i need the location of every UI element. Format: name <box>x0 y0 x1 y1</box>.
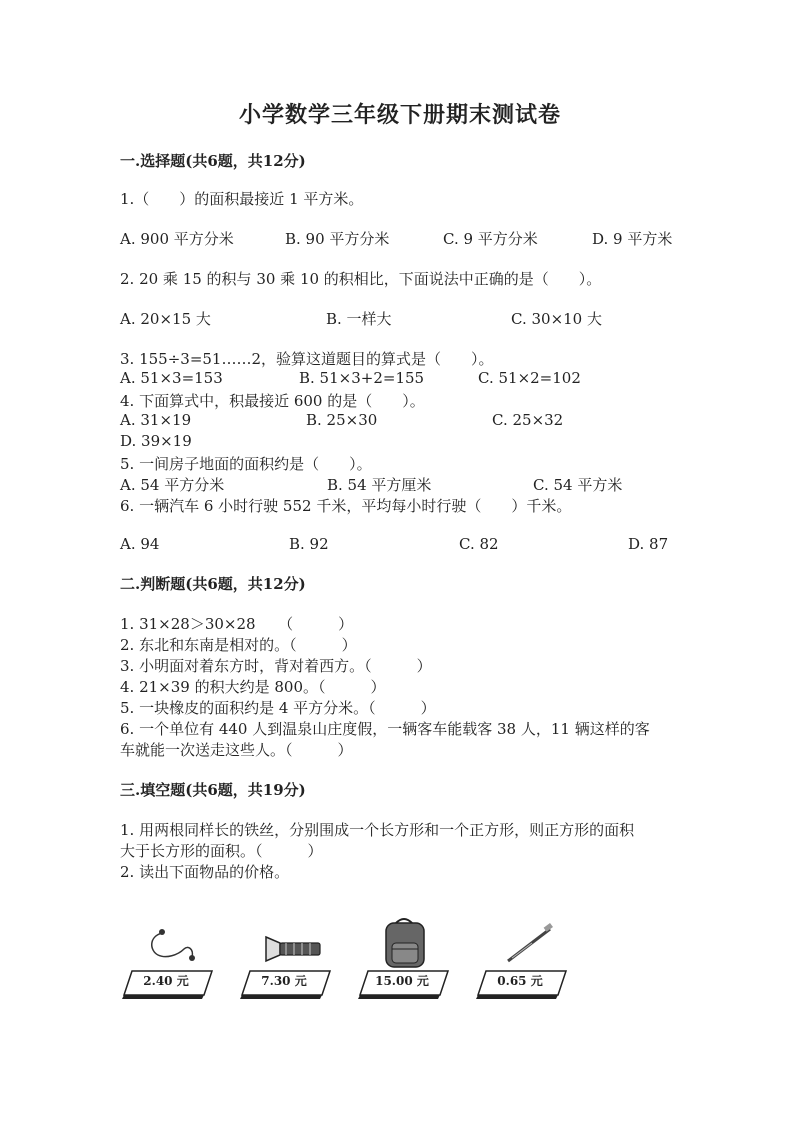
question-text: 3. 155÷3=51……2，验算这道题目的算式是（ ）。 <box>120 350 494 368</box>
option-c: C. 30×10 大 <box>511 310 602 328</box>
question-text: 3. 小明面对着东方时，背对着西方。（ ） <box>120 657 432 675</box>
question-text: 4. 21×39 的积大约是 800。（ ） <box>120 678 386 696</box>
option-d: D. 9 平方米 <box>592 230 673 248</box>
page-title: 小学数学三年级下册期末测试卷 <box>238 102 561 128</box>
question-text: 1. 31×28＞30×28 （ ） <box>120 615 354 633</box>
question-text: 4. 下面算式中，积最接近 600 的是（ ）。 <box>120 392 425 410</box>
price-item <box>472 915 568 1001</box>
question-text: 5. 一间房子地面的面积约是（ ）。 <box>120 455 372 473</box>
question-text: 5. 一块橡皮的面积约是 4 平方分米。（ ） <box>120 699 436 717</box>
option-b: B. 25×30 <box>306 411 378 429</box>
option-c: C. 25×32 <box>492 411 564 429</box>
question-text: 1.（ ）的面积最接近 1 平方米。 <box>120 190 364 208</box>
question-text: 2. 东北和东南是相对的。（ ） <box>120 636 357 654</box>
price-item <box>236 915 332 1001</box>
section-heading-judgement: 二.判断题(共6题，共12分) <box>120 575 306 593</box>
option-b: B. 一样大 <box>326 310 392 328</box>
option-b: B. 90 平方分米 <box>285 230 390 248</box>
question-text: 2. 20 乘 15 的积与 30 乘 10 的积相比，下面说法中正确的是（ ）。 <box>120 270 602 288</box>
section-heading-choice: 一.选择题(共6题，共12分) <box>120 152 306 170</box>
option-a: A. 31×19 <box>120 411 192 429</box>
option-a: A. 51×3=153 <box>120 369 223 387</box>
option-c: C. 9 平方分米 <box>443 230 538 248</box>
price-item <box>354 915 450 1001</box>
option-a: A. 94 <box>120 535 160 553</box>
option-b: B. 51×3+2=155 <box>299 369 425 387</box>
question-text: 车就能一次送走这些人。（ ） <box>120 741 353 759</box>
question-text: 2. 读出下面物品的价格。 <box>120 863 290 881</box>
option-d: D. 39×19 <box>120 432 192 450</box>
price-label: 0.65 元 <box>497 974 543 988</box>
section-heading-fill: 三.填空题(共6题，共19分) <box>120 781 306 799</box>
question-text: 6. 一个单位有 440 人到温泉山庄度假，一辆客车能载客 38 人，11 辆这样的客 <box>120 720 650 738</box>
price-item <box>118 915 214 1001</box>
option-a: A. 900 平方分米 <box>120 230 234 248</box>
option-b: B. 92 <box>289 535 329 553</box>
price-label: 15.00 元 <box>375 974 429 988</box>
option-a: A. 54 平方分米 <box>120 476 225 494</box>
option-d: D. 87 <box>628 535 669 553</box>
question-text: 大于长方形的面积。（ ） <box>120 842 323 860</box>
question-text: 6. 一辆汽车 6 小时行驶 552 千米，平均每小时行驶（ ）千米。 <box>120 497 572 515</box>
option-a: A. 20×15 大 <box>120 310 211 328</box>
price-label: 2.40 元 <box>143 974 189 988</box>
option-c: C. 54 平方米 <box>533 476 623 494</box>
option-c: C. 51×2=102 <box>478 369 581 387</box>
price-items <box>118 915 558 1005</box>
price-label: 7.30 元 <box>261 974 307 988</box>
option-b: B. 54 平方厘米 <box>327 476 432 494</box>
question-text: 1. 用两根同样长的铁丝，分别围成一个长方形和一个正方形，则正方形的面积 <box>120 821 635 839</box>
option-c: C. 82 <box>459 535 499 553</box>
